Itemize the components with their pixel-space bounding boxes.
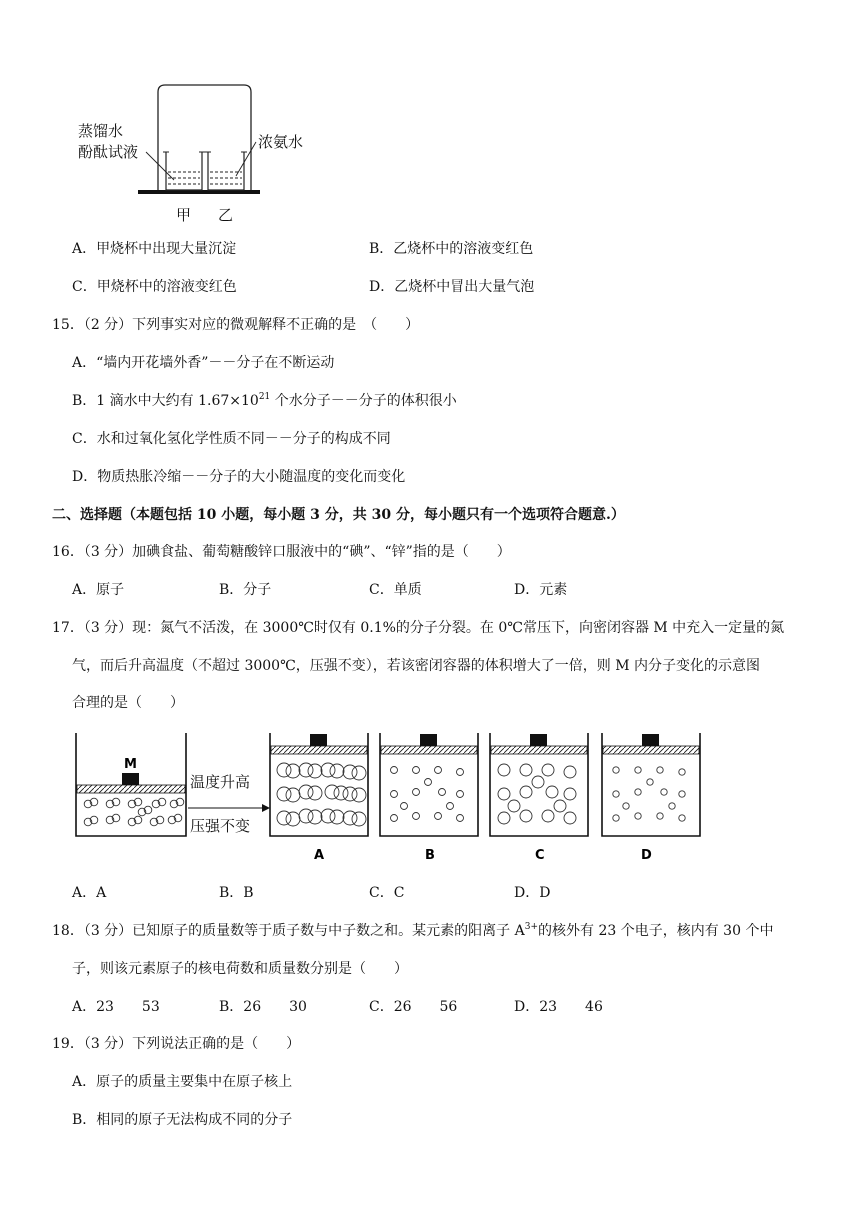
molecule (520, 786, 532, 798)
molecule (542, 764, 554, 776)
piston-weight (310, 734, 327, 746)
piston-weight (420, 734, 437, 746)
molecule (635, 813, 641, 819)
molecule (520, 764, 532, 776)
q15-option-b-post: 个水分子－－分子的体积很小 (270, 393, 457, 409)
q18-option-a: A．23 53 (72, 999, 160, 1015)
q17-option-a: A．A (72, 885, 107, 901)
q15-stem: 15．（2 分）下列事实对应的微观解释不正确的是 （ ） (52, 317, 420, 333)
container-option (490, 733, 588, 836)
q19-option-b: B．相同的原子无法构成不同的分子 (72, 1112, 293, 1128)
molecule (286, 788, 300, 802)
molecule (330, 764, 344, 778)
molecule (679, 815, 685, 821)
molecule (635, 767, 641, 773)
q14-option-b: B．乙烧杯中的溶液变红色 (369, 241, 534, 257)
container-m-label: M (124, 757, 137, 772)
molecule (286, 812, 300, 826)
q15-option-b (72, 390, 457, 410)
q19-stem: 19．（3 分）下列说法正确的是（ ） (52, 1036, 301, 1052)
q18-stem-line-2: 子，则该元素原子的核电荷数和质量数分别是（ ） (72, 961, 408, 977)
q18-option-d: D．23 46 (514, 999, 603, 1015)
container-option (380, 733, 478, 836)
molecule (564, 766, 576, 778)
molecule (532, 776, 544, 788)
molecule (657, 767, 663, 773)
figure-option-d-label: D (641, 848, 652, 863)
q17-option-d: D．D (514, 885, 551, 901)
q17-option-c: C．C (369, 885, 405, 901)
molecule (623, 803, 629, 809)
q16-option-c: C．单质 (369, 582, 422, 598)
piston-weight (530, 734, 547, 746)
molecule (669, 803, 675, 809)
q18-option-c: C．26 56 (369, 999, 458, 1015)
molecule (657, 813, 663, 819)
molecule (352, 766, 366, 780)
q18-option-b: B．26 30 (219, 999, 307, 1015)
figure-option-a-label: A (314, 848, 325, 863)
arrow-label-temperature: 温度升高 (190, 773, 251, 791)
piston-plate (491, 746, 587, 754)
q17-stem-line-2: 气，而后升高温度（不超过 3000℃，压强不变），若该密闭容器的体积增大了一倍，则 M 内分子变化的示意图 (72, 658, 760, 674)
q15-option-c: C．水和过氧化氢化学性质不同－－分子的构成不同 (72, 431, 391, 447)
molecule (308, 810, 322, 824)
molecule (413, 789, 420, 796)
q15-option-a: A．“墙内开花墙外香”－－分子在不断运动 (72, 355, 335, 371)
molecule (413, 813, 420, 820)
molecule (546, 786, 558, 798)
q14-option-a: A．甲烧杯中出现大量沉淀 (72, 241, 237, 257)
arrow-label-pressure: 压强不变 (190, 817, 251, 835)
figure-option-c-label: C (535, 848, 545, 863)
molecule (308, 764, 322, 778)
section-2-heading: 二、选择题（本题包括 10 小题，每小题 3 分，共 30 分，每小题只有一个选项符合题意.） (52, 507, 625, 523)
container-option (270, 733, 368, 836)
label-ammonia: 浓氨水 (258, 133, 304, 151)
q15-option-b-exponent: 21 (258, 392, 271, 402)
q16-option-d: D．元素 (514, 582, 568, 598)
molecule (542, 810, 554, 822)
molecule (457, 769, 464, 776)
molecule (498, 764, 510, 776)
molecule (308, 786, 322, 800)
q18-stem-line-1 (52, 920, 773, 940)
molecule (647, 779, 653, 785)
molecule (520, 810, 532, 822)
molecule (425, 779, 432, 786)
q17-option-b: B．B (219, 885, 254, 901)
molecule (635, 789, 641, 795)
molecule (330, 810, 344, 824)
q18-stem-pre: 18．（3 分）已知原子的质量数等于质子数与中子数之和。某元素的阳离子 A (52, 923, 525, 939)
q17-stem-line-1: 17．（3 分）现：氮气不活泼，在 3000℃时仅有 0.1%的分子分裂。在 0℃常压下，向密闭容器 M 中充入一定量的氮 (52, 620, 785, 636)
q18-stem-post: 的核外有 23 个电子，核内有 30 个中 (538, 923, 774, 939)
beaker-a-label: 甲 (176, 206, 192, 224)
piston-plate (381, 746, 477, 754)
molecule (679, 791, 685, 797)
q18-ion-charge: 3+ (524, 922, 539, 932)
q16-option-b: B．分子 (219, 582, 272, 598)
molecule (564, 788, 576, 800)
molecule (401, 803, 408, 810)
molecule (413, 767, 420, 774)
molecule (661, 789, 667, 795)
molecule (457, 791, 464, 798)
q19-option-a: A．原子的质量主要集中在原子核上 (72, 1074, 293, 1090)
q16-option-a: A．原子 (72, 582, 125, 598)
container-option (602, 733, 700, 836)
molecule (391, 767, 398, 774)
label-distilled-water: 蒸馏水 (78, 122, 124, 140)
piston-weight (642, 734, 659, 746)
molecule (457, 815, 464, 822)
molecule (613, 791, 619, 797)
molecule (498, 788, 510, 800)
molecule (435, 767, 442, 774)
molecule (439, 789, 446, 796)
q14-option-c: C．甲烧杯中的溶液变红色 (72, 279, 237, 295)
piston-plate (271, 746, 367, 754)
molecule (447, 803, 454, 810)
molecule (613, 815, 619, 821)
molecule (508, 800, 520, 812)
label-phenolphthalein: 酚酞试液 (78, 143, 139, 161)
molecule (391, 791, 398, 798)
molecule (564, 812, 576, 824)
molecule (435, 813, 442, 820)
molecule (613, 767, 619, 773)
q14-option-d: D．乙烧杯中冒出大量气泡 (369, 279, 535, 295)
molecule (498, 812, 510, 824)
molecule (391, 815, 398, 822)
molecule (286, 764, 300, 778)
q16-stem: 16．（3 分）加碘食盐、葡萄糖酸锌口服液中的“碘”、“锌”指的是（ ） (52, 544, 511, 560)
molecule (352, 788, 366, 802)
figure-option-b-label: B (425, 848, 435, 863)
molecule (679, 769, 685, 775)
molecule (352, 812, 366, 826)
q15-option-d: D．物质热胀冷缩－－分子的大小随温度的变化而变化 (72, 469, 406, 485)
q17-stem-line-3: 合理的是（ ） (72, 695, 184, 711)
molecule-container-figure (74, 728, 704, 868)
container-m (76, 733, 186, 836)
beaker-b-label: 乙 (218, 206, 234, 224)
q15-option-b-pre: B．1 滴水中大约有 1.67×10 (72, 393, 259, 409)
beaker-experiment-figure (70, 80, 330, 230)
piston-plate (603, 746, 699, 754)
molecule (554, 800, 566, 812)
